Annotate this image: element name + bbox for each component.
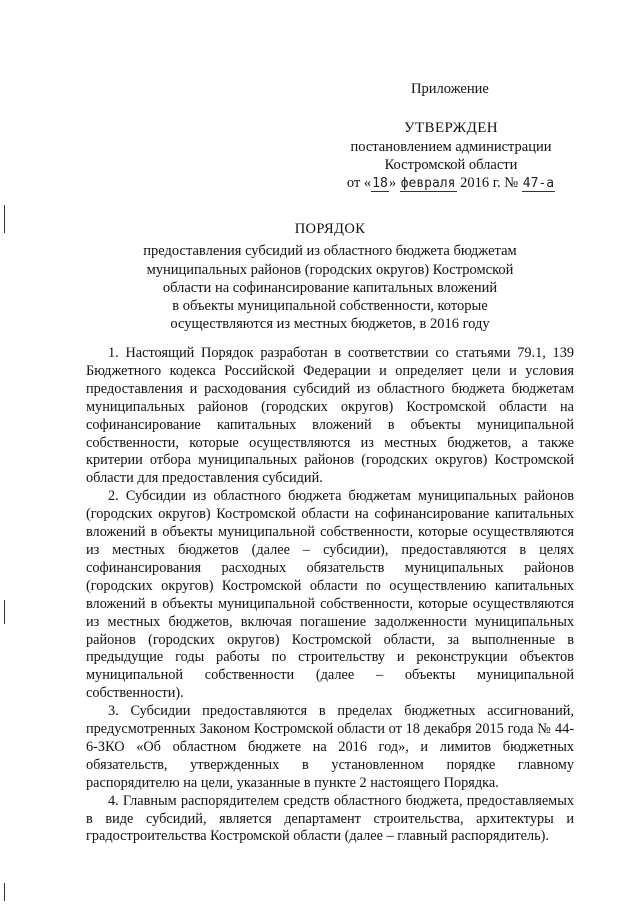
appendix-label: Приложение xyxy=(411,81,489,97)
resolution-line-1: постановлением администрации xyxy=(350,139,552,155)
title-line: в объекты муниципальной собственности, которые xyxy=(172,298,488,315)
title-line: осуществляются из местных бюджетов, в 2016 году xyxy=(170,316,490,333)
handwritten-number: 47-а xyxy=(522,176,555,191)
approved-heading: УТВЕРЖДЕН xyxy=(403,120,499,136)
title-line: области на софинансирование капитальных вложений xyxy=(162,279,498,296)
handwritten-day: 18 xyxy=(372,176,388,191)
title-line: предоставления субсидий из областного бюджета бюджетам xyxy=(143,243,517,260)
left-margin-mark-top xyxy=(4,205,5,233)
title-line: муниципальных районов (городских округов) Костромской xyxy=(146,261,514,278)
approval-block xyxy=(331,119,571,193)
title-main: ПОРЯДОК xyxy=(294,221,366,237)
resolution-date-line xyxy=(331,174,571,193)
paragraph-2: 2. Субсидии из областного бюджета бюджетам муниципальных районов (городских округов) Костромской области на софинансирование капитальных вложений в объекты муниципальной собственности, которые осуществляются из местных бюджетов (далее – субсидии), предоставляются в целях софинансирования расходных обязательств муниципальных районов (городских округов) Костромской области по осуществлению капитальных вложений в объекты муниципальной собственности, которые осуществляются из местных бюджетов, включая погашение задолженности муниципальных районов (городских округов) Костромской области, за выполненные в предыдущие годы работы по строительству и реконструкции объектов муниципальной собственности (далее – объекты муниципальной собственности). xyxy=(86,488,574,702)
left-margin-mark-middle xyxy=(4,600,5,624)
document-title xyxy=(100,220,560,334)
date-prefix: от « xyxy=(346,175,372,191)
year-text: 2016 г. № xyxy=(456,175,522,191)
paragraph-3: 3. Субсидии предоставляются в пределах бюджетных ассигнований, предусмотренных Законом Костромской области от 18 декабря 2015 года № 44-6-ЗКО «Об областном бюджете на 2016 год», и лимитов бюджетных обязательств, утвержденных в установленном порядке главному распорядителю на цели, указанные в пункте 2 настоящего Порядка. xyxy=(86,703,574,791)
document-body xyxy=(86,345,574,846)
left-margin-mark-bottom xyxy=(4,883,5,901)
paragraph-4: 4. Главным распорядителем средств областного бюджета, предоставляемых в виде субсидий, является департамент строительства, архитектуры и градостроительства Костромской области (далее – главный распорядитель). xyxy=(86,792,574,845)
paragraph-1: 1. Настоящий Порядок разработан в соответствии со статьями 79.1, 139 Бюджетного кодекса Российской Федерации и определяет цели и условия предоставления и расходования субсидий из областного бюджета бюджетам муниципальных районов (городских округов) Костромской области на софинансирование капитальных вложений в объекты муниципальной собственности, которые осуществляются из местных бюджетов, а также критерии отбора муниципальных районов (городских округов) Костромской области для предоставления субсидий. xyxy=(86,345,574,487)
handwritten-month: февраля xyxy=(400,176,456,191)
resolution-line-2: Костромской области xyxy=(384,157,518,173)
date-mid: » xyxy=(388,175,400,191)
